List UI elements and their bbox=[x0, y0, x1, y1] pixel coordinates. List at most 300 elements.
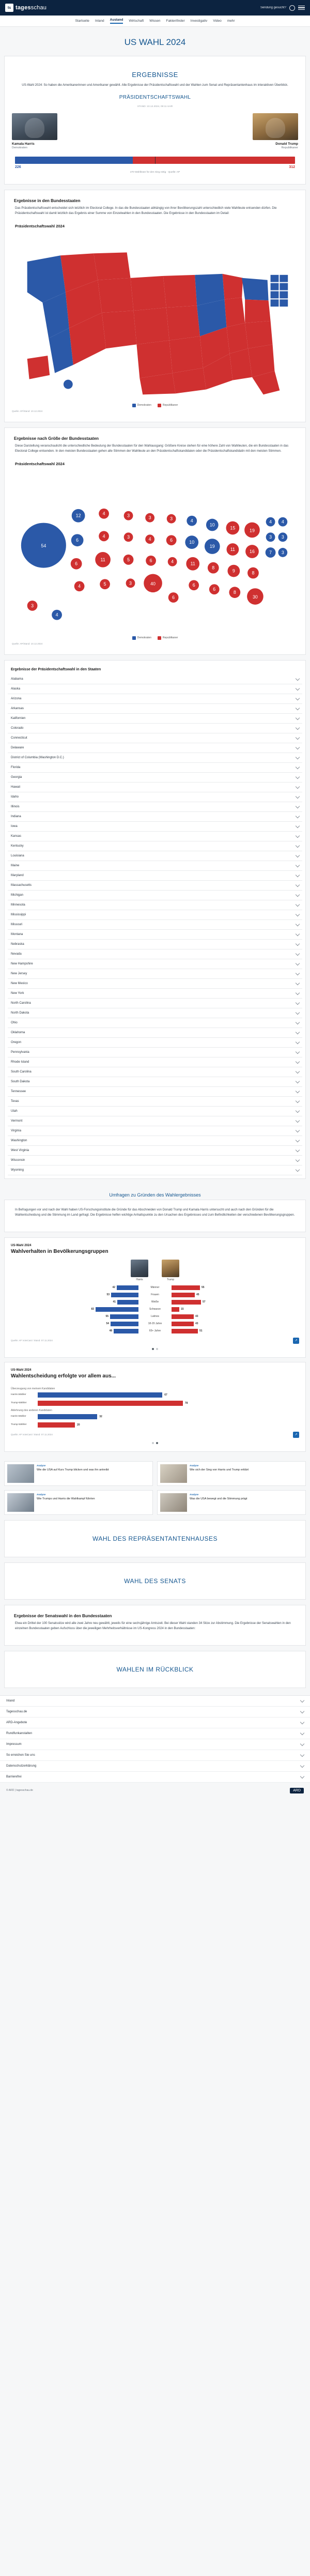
senate-election-banner[interactable]: WAHL DES SENATS bbox=[4, 1562, 306, 1600]
presidential-timestamp: STAND: 10.12.2024, 09:11 UHR bbox=[137, 105, 173, 108]
chevron-down-icon bbox=[296, 922, 300, 926]
poll1-kicker: US-Wahl 2024 bbox=[11, 1244, 32, 1247]
teaser-image bbox=[160, 1493, 187, 1512]
logo-mark-icon bbox=[5, 4, 13, 12]
poll1-harris bbox=[131, 1260, 148, 1281]
state-name: Michigan bbox=[11, 893, 24, 897]
poll1-row bbox=[11, 1329, 299, 1333]
poll1-right bbox=[172, 1293, 299, 1297]
state-accordion-item[interactable] bbox=[8, 920, 302, 930]
state-accordion-item[interactable] bbox=[8, 1107, 302, 1116]
state-accordion-item[interactable] bbox=[8, 861, 302, 871]
poll2-group2-bars bbox=[11, 1412, 299, 1428]
logo-text bbox=[16, 5, 47, 11]
map2-legend bbox=[12, 633, 298, 640]
svg-text:10: 10 bbox=[189, 539, 195, 545]
teaser-title: Wie die USA auf Kurs Trump blicken und was ihn antreibt bbox=[37, 1468, 109, 1471]
poll2-group2-label: Ablehnung des anderen Kandidaten bbox=[11, 1408, 52, 1412]
results-card bbox=[4, 56, 306, 185]
chevron-down-icon bbox=[300, 1763, 304, 1767]
poll1-row bbox=[11, 1307, 299, 1312]
surveys-heading: Umfragen zu Gründen des Wahlergebnisses bbox=[109, 1192, 201, 1198]
chevron-down-icon bbox=[296, 706, 300, 710]
chevron-down-icon bbox=[296, 1030, 300, 1034]
candidate-harris-party: Demokraten bbox=[12, 146, 27, 149]
chevron-down-icon bbox=[296, 784, 300, 788]
teaser-kicker: Analyse bbox=[37, 1464, 46, 1467]
poll2-value: 67 bbox=[164, 1393, 167, 1397]
poll1-candidate-photos bbox=[11, 1260, 299, 1284]
legend-democrats-2: Demokraten bbox=[132, 636, 151, 640]
state-accordion-item[interactable] bbox=[8, 851, 302, 861]
poll1-harris-photo bbox=[131, 1260, 148, 1277]
state-accordion-item[interactable] bbox=[8, 979, 302, 989]
state-name: Tennessee bbox=[11, 1090, 26, 1093]
poll2-value: 78 bbox=[184, 1401, 188, 1405]
poll1-left-bar bbox=[96, 1307, 138, 1312]
state-name: Montana bbox=[11, 932, 23, 936]
senate-body: Etwa ein Drittel der 100 Senatssitze wird alle zwei Jahre neu gewählt, jeweils für eine sechsjährige Amtszeit. Bei dieser Wahl standen 34 Sitze zur Abstimmung. Die Ergebnisse der Senatswahlen in den einzelnen Bundesstaaten geben Aufschluss über die jeweiligen Mehrheitsverhältnisse im US-Kongress 2024 in den Bundesstaaten: bbox=[15, 1621, 291, 1630]
state-accordion-item[interactable] bbox=[8, 891, 302, 900]
poll1-left bbox=[11, 1293, 138, 1297]
footer-links bbox=[0, 1695, 310, 1783]
svg-text:12: 12 bbox=[75, 513, 81, 518]
poll1-left bbox=[11, 1285, 138, 1290]
carousel-dot-2[interactable] bbox=[156, 1348, 158, 1350]
legend-republicans-2: Republikaner bbox=[158, 636, 178, 640]
svg-text:11: 11 bbox=[190, 561, 195, 566]
state-name: North Dakota bbox=[11, 1011, 29, 1015]
trump-electors: 312 bbox=[289, 165, 295, 169]
svg-text:19: 19 bbox=[250, 527, 255, 533]
chevron-down-icon bbox=[296, 735, 300, 739]
poll2-row bbox=[11, 1414, 299, 1419]
chevron-down-icon bbox=[296, 725, 300, 729]
poll1-title: Wahlverhalten in Bevölkerungsgruppen bbox=[11, 1248, 109, 1254]
svg-text:5: 5 bbox=[127, 557, 130, 562]
chevron-down-icon bbox=[296, 755, 300, 759]
footer-copyright: © ARD | tagesschau.de bbox=[6, 1789, 33, 1792]
state-name: Kansas bbox=[11, 834, 22, 838]
svg-text:8: 8 bbox=[252, 570, 255, 575]
state-accordion-item[interactable] bbox=[8, 1087, 302, 1097]
poll1-category: Latinos bbox=[150, 1315, 160, 1318]
candidates-divider bbox=[60, 113, 250, 120]
state-accordion-item[interactable] bbox=[8, 1136, 302, 1146]
chevron-down-icon bbox=[296, 1059, 300, 1063]
state-accordion-item[interactable] bbox=[8, 733, 302, 743]
electoral-bar-caption: 270 Wahlleute für den Sieg nötig · Quelle: AP bbox=[130, 171, 180, 174]
teaser-body bbox=[190, 1493, 303, 1512]
chevron-down-icon bbox=[296, 1000, 300, 1004]
candidate-harris bbox=[12, 113, 57, 149]
poll1-left-value: 41 bbox=[113, 1300, 116, 1304]
state-accordion-item[interactable] bbox=[8, 802, 302, 812]
harris-electors: 226 bbox=[15, 165, 21, 169]
poll2-value: 20 bbox=[77, 1423, 80, 1427]
map2-heading: Ergebnisse nach Größe der Bundesstaaten bbox=[14, 436, 99, 441]
svg-text:4: 4 bbox=[281, 519, 284, 525]
chevron-down-icon bbox=[296, 863, 300, 867]
poll2-footer bbox=[11, 1428, 299, 1438]
poll2-title: Wahlentscheidung erfolgte vor allem aus... bbox=[11, 1373, 116, 1379]
svg-text:11: 11 bbox=[100, 557, 105, 562]
poll1-left bbox=[11, 1329, 138, 1333]
nav-item-wissen[interactable]: Wissen bbox=[149, 19, 161, 23]
teaser-card[interactable] bbox=[157, 1490, 306, 1515]
svg-text:19: 19 bbox=[209, 543, 215, 549]
chevron-down-icon bbox=[296, 1069, 300, 1073]
us-choropleth-map[interactable] bbox=[12, 230, 298, 401]
poll2-label: Harris-Wähler bbox=[11, 1415, 26, 1418]
state-accordion-item[interactable] bbox=[8, 881, 302, 891]
chevron-down-icon bbox=[300, 1698, 304, 1702]
state-accordion-item[interactable] bbox=[8, 989, 302, 999]
candidate-harris-photo bbox=[12, 113, 57, 140]
state-accordion-item[interactable] bbox=[8, 674, 302, 684]
poll1-carousel-dots bbox=[11, 1344, 299, 1350]
footer-link-label: ARD-Angebote bbox=[6, 1721, 27, 1724]
teaser-title: Wie sich der Sieg von Harris und Trump erklärt bbox=[190, 1468, 249, 1471]
poll1-right bbox=[172, 1329, 299, 1333]
poll1-row bbox=[11, 1300, 299, 1305]
candidate-trump-name: Donald Trump bbox=[275, 142, 298, 146]
poll2-label: Trump-Wähler bbox=[11, 1423, 27, 1426]
state-name: Colorado bbox=[11, 726, 24, 730]
state-name: Arizona bbox=[11, 697, 22, 700]
state-name: Missouri bbox=[11, 923, 23, 926]
state-name: Alaska bbox=[11, 687, 21, 691]
brand-sub: schau bbox=[30, 5, 47, 11]
poll1-right-value: 57 bbox=[203, 1300, 206, 1304]
state-name: Nevada bbox=[11, 952, 22, 956]
state-name: Maine bbox=[11, 864, 20, 867]
us-bubble-map[interactable] bbox=[12, 468, 298, 633]
site-logo[interactable] bbox=[5, 4, 47, 12]
map1-legend bbox=[12, 401, 298, 407]
state-accordion-item[interactable] bbox=[8, 1116, 302, 1126]
nav-item-ausland[interactable]: Ausland bbox=[110, 18, 123, 24]
nav-item-investigativ[interactable]: Investigativ bbox=[190, 19, 208, 23]
svg-text:4: 4 bbox=[269, 519, 272, 525]
svg-text:3: 3 bbox=[281, 534, 284, 540]
state-name: West Virginia bbox=[11, 1148, 29, 1152]
state-accordion-item[interactable] bbox=[8, 1077, 302, 1087]
state-accordion-item[interactable] bbox=[8, 1038, 302, 1048]
poll1-row bbox=[11, 1314, 299, 1319]
poll1-right-bar bbox=[172, 1322, 194, 1326]
footer-link[interactable] bbox=[0, 1750, 310, 1761]
svg-text:15: 15 bbox=[230, 525, 236, 530]
hamburger-menu-icon[interactable] bbox=[298, 6, 305, 10]
candidate-trump-photo bbox=[253, 113, 298, 140]
state-name: Illinois bbox=[11, 805, 20, 808]
carousel2-dot-1[interactable] bbox=[152, 1442, 154, 1444]
teaser-body bbox=[190, 1464, 303, 1483]
state-name: Oregon bbox=[11, 1040, 22, 1044]
svg-text:4: 4 bbox=[102, 533, 105, 539]
state-name: Iowa bbox=[11, 824, 18, 828]
poll1-right-value: 45 bbox=[196, 1293, 199, 1296]
teaser-body bbox=[37, 1464, 150, 1483]
search-icon[interactable] bbox=[289, 5, 295, 11]
chevron-down-icon bbox=[300, 1774, 304, 1778]
svg-text:3: 3 bbox=[127, 534, 130, 540]
state-name: Kentucky bbox=[11, 844, 24, 848]
footer-link[interactable] bbox=[0, 1696, 310, 1707]
poll1-left-value: 83 bbox=[91, 1308, 94, 1311]
chevron-down-icon bbox=[296, 804, 300, 808]
state-accordion-item[interactable] bbox=[8, 763, 302, 773]
state-name: Wyoming bbox=[11, 1168, 24, 1172]
state-accordion-item[interactable] bbox=[8, 832, 302, 841]
state-accordion-item[interactable] bbox=[8, 694, 302, 704]
teaser-card[interactable] bbox=[4, 1490, 153, 1515]
poll1-bars bbox=[11, 1284, 299, 1333]
map1-body: Das Präsidentschaftswahl entscheidet sich letztlich im Electoral College. In das die Bundesstaaten abhängig von ihrer Bevölkerungszahl unterschiedlich viele Wahlleute entsenden dürfen. Die Präsidentschaftswahl ist damit letztlich das Ergebnis einer Summe von Einzelwahlen in den Bundesstaaten. Die Ergebnisse in den Bundesstaaten im Detail: bbox=[15, 206, 277, 215]
carousel2-dot-2[interactable] bbox=[156, 1442, 158, 1444]
teaser-card[interactable] bbox=[4, 1461, 153, 1486]
svg-text:7: 7 bbox=[269, 549, 272, 555]
state-accordion-item[interactable] bbox=[8, 999, 302, 1008]
footer-link[interactable] bbox=[0, 1739, 310, 1750]
poll1-left-value: 54 bbox=[106, 1322, 109, 1325]
map2-title: Präsidentschaftswahl 2024 bbox=[15, 461, 65, 466]
svg-text:10: 10 bbox=[209, 522, 215, 528]
poll1-right bbox=[172, 1300, 299, 1305]
state-accordion-item[interactable] bbox=[8, 773, 302, 783]
state-name: Connecticut bbox=[11, 736, 27, 740]
poll2-bar bbox=[38, 1422, 75, 1428]
state-accordion-item[interactable] bbox=[8, 1048, 302, 1057]
chevron-down-icon bbox=[296, 823, 300, 827]
electoral-vote-bar bbox=[15, 157, 295, 164]
state-accordion-item[interactable] bbox=[8, 714, 302, 724]
poll1-left-value: 48 bbox=[109, 1329, 112, 1332]
electoral-vote-numbers bbox=[15, 164, 295, 169]
state-accordion-item[interactable] bbox=[8, 1067, 302, 1077]
chevron-down-icon bbox=[296, 961, 300, 965]
svg-text:3: 3 bbox=[269, 534, 272, 540]
state-accordion-item[interactable] bbox=[8, 1146, 302, 1156]
house-election-banner[interactable]: WAHL DES REPRÄSENTANTENHAUSES bbox=[4, 1520, 306, 1557]
poll2-group1-bars bbox=[11, 1390, 299, 1406]
state-name: Wisconsin bbox=[11, 1158, 25, 1162]
nav-item-mehr[interactable]: mehr bbox=[227, 19, 235, 23]
state-name: South Carolina bbox=[11, 1070, 32, 1074]
svg-text:16: 16 bbox=[250, 548, 255, 554]
footer-link[interactable] bbox=[0, 1772, 310, 1783]
poll1-left bbox=[11, 1300, 138, 1305]
poll1-right-bar bbox=[172, 1300, 201, 1305]
state-accordion-item[interactable] bbox=[8, 949, 302, 959]
footer-link[interactable] bbox=[0, 1761, 310, 1772]
poll1-left-value: 53 bbox=[106, 1293, 110, 1296]
chevron-down-icon bbox=[296, 843, 300, 847]
state-accordion-item[interactable] bbox=[8, 959, 302, 969]
poll1-right-value: 55 bbox=[202, 1286, 205, 1289]
state-accordion-item[interactable] bbox=[8, 1166, 302, 1175]
poll2-row bbox=[11, 1422, 299, 1428]
footer-link[interactable] bbox=[0, 1728, 310, 1739]
poll1-trump-photo bbox=[162, 1260, 179, 1277]
state-name: Minnesota bbox=[11, 903, 25, 907]
state-accordion-item[interactable] bbox=[8, 822, 302, 832]
chevron-down-icon bbox=[296, 1049, 300, 1053]
poll1-right-value: 43 bbox=[195, 1315, 198, 1318]
teaser-grid bbox=[0, 1456, 310, 1520]
poll2-row bbox=[11, 1401, 299, 1406]
footer-link-label: Inland bbox=[6, 1699, 15, 1703]
state-name: Louisiana bbox=[11, 854, 24, 857]
chevron-down-icon bbox=[296, 1088, 300, 1093]
footer-link[interactable] bbox=[0, 1707, 310, 1718]
footer-copyright-row bbox=[6, 1788, 304, 1793]
state-accordion-item[interactable] bbox=[8, 940, 302, 949]
poll1-left-value: 55 bbox=[105, 1315, 109, 1318]
election-review-banner[interactable]: WAHLEN IM RÜCKBLICK bbox=[4, 1651, 306, 1688]
poll2-source: Quelle: AP VoteCast / Stand: 07.11.2024 bbox=[11, 1433, 53, 1436]
state-name: Delaware bbox=[11, 746, 24, 749]
svg-text:4: 4 bbox=[148, 536, 151, 542]
poll1-footer bbox=[11, 1333, 299, 1344]
state-accordion-item[interactable] bbox=[8, 1057, 302, 1067]
state-accordion-item[interactable] bbox=[8, 841, 302, 851]
poll1-category: 18-29 Jahre bbox=[148, 1322, 162, 1325]
state-accordion-item[interactable] bbox=[8, 812, 302, 822]
poll1-right-bar bbox=[172, 1314, 194, 1319]
poll1-left bbox=[11, 1307, 138, 1312]
teaser-image bbox=[7, 1493, 34, 1512]
state-accordion-item[interactable] bbox=[8, 753, 302, 763]
nav-item-video[interactable]: Video bbox=[213, 19, 222, 23]
state-accordion-item[interactable] bbox=[8, 1018, 302, 1028]
state-accordion-item[interactable] bbox=[8, 871, 302, 881]
chevron-down-icon bbox=[296, 794, 300, 798]
bubble-map-card bbox=[4, 427, 306, 655]
state-accordion-item[interactable] bbox=[8, 724, 302, 733]
map1-source: Quelle: AP/Stand: 10.12.2024 bbox=[12, 409, 43, 412]
chevron-down-icon bbox=[296, 696, 300, 700]
svg-text:6: 6 bbox=[213, 586, 216, 592]
poll1-row bbox=[11, 1285, 299, 1290]
state-accordion-item[interactable] bbox=[8, 704, 302, 714]
chevron-down-icon bbox=[296, 853, 300, 857]
footer-link-label: Barrierefrei bbox=[6, 1775, 22, 1778]
states-accordion-card bbox=[4, 660, 306, 1179]
poll1-trump-name: Trump bbox=[166, 1278, 175, 1281]
poll1-right-value: 51 bbox=[199, 1329, 203, 1332]
state-accordion-item[interactable] bbox=[8, 900, 302, 910]
poll1-right-bar bbox=[172, 1293, 195, 1297]
chevron-down-icon bbox=[296, 1157, 300, 1161]
svg-text:6: 6 bbox=[170, 537, 173, 543]
state-name: South Dakota bbox=[11, 1080, 30, 1083]
poll1-right-bar bbox=[172, 1285, 200, 1290]
svg-text:4: 4 bbox=[190, 518, 193, 524]
candidate-trump-party: Republikaner bbox=[281, 146, 298, 149]
chevron-down-icon bbox=[296, 1108, 300, 1112]
poll1-category: Schwarze bbox=[149, 1308, 161, 1311]
chevron-down-icon bbox=[300, 1720, 304, 1724]
legend-democrats: Demokraten bbox=[132, 404, 151, 407]
poll-card-decision-reason bbox=[4, 1362, 306, 1452]
state-name: Mississippi bbox=[11, 913, 26, 916]
state-name: Washington bbox=[11, 1139, 27, 1142]
poll1-right-value: 43 bbox=[195, 1322, 198, 1325]
poll1-category: Weiße bbox=[151, 1300, 159, 1304]
state-name: Vermont bbox=[11, 1119, 23, 1123]
svg-text:3: 3 bbox=[31, 603, 34, 608]
state-name: New York bbox=[11, 991, 24, 995]
chevron-down-icon bbox=[296, 1167, 300, 1171]
map2-body: Diese Darstellung veranschaulicht die unterschiedliche Bedeutung der Bundesstaaten für den Wahlausgang: Größere Kreise stehen für eine höhere Zahl von Wahlleuten, die ein Bundesstaaten in das Electoral College entsenden. In den meisten Bundesstaaten gehen alle Stimmen der Wahlleute an den Präsidentschaftskandidaten oder die Präsidentschaftskandidatin mit den meisten Stimmen. bbox=[15, 444, 289, 453]
chevron-down-icon bbox=[296, 676, 300, 680]
senate-heading: Ergebnisse der Senatswahl in den Bundesstaaten bbox=[14, 1613, 112, 1618]
svg-text:3: 3 bbox=[129, 580, 132, 586]
teaser-image bbox=[160, 1464, 187, 1483]
poll1-right bbox=[172, 1307, 299, 1312]
share-icon[interactable]: ↗ bbox=[293, 1338, 299, 1344]
carousel-dot-1[interactable] bbox=[152, 1348, 154, 1350]
nav-item-startseite[interactable]: Startseite bbox=[75, 19, 89, 23]
state-accordion-item[interactable] bbox=[8, 1008, 302, 1018]
share-icon-2[interactable]: ↗ bbox=[293, 1432, 299, 1438]
state-name: Georgia bbox=[11, 775, 22, 779]
chevron-down-icon bbox=[300, 1741, 304, 1745]
state-accordion-item[interactable] bbox=[8, 783, 302, 792]
nav-item-faktenfinder[interactable]: Faktenfinder bbox=[166, 19, 185, 23]
teaser-image bbox=[7, 1464, 34, 1483]
poll-card-voting-groups bbox=[4, 1237, 306, 1358]
chevron-down-icon bbox=[296, 1138, 300, 1142]
state-accordion-item[interactable] bbox=[8, 910, 302, 920]
page-title: US WAHL 2024 bbox=[0, 27, 310, 56]
poll1-left-value: 42 bbox=[112, 1286, 115, 1289]
poll1-source: Quelle: AP VoteCast / Stand: 07.11.2024 bbox=[11, 1339, 53, 1342]
state-accordion-item[interactable] bbox=[8, 969, 302, 979]
svg-text:11: 11 bbox=[230, 546, 235, 552]
chevron-down-icon bbox=[296, 764, 300, 769]
state-name: Massachusetts bbox=[11, 883, 32, 887]
footer-link[interactable] bbox=[0, 1718, 310, 1728]
teaser-card[interactable] bbox=[157, 1461, 306, 1486]
state-accordion-item[interactable] bbox=[8, 743, 302, 753]
state-accordion-item[interactable] bbox=[8, 1126, 302, 1136]
chevron-down-icon bbox=[296, 1098, 300, 1102]
chevron-down-icon bbox=[296, 1128, 300, 1132]
nav-item-wirtschaft[interactable]: Wirtschaft bbox=[129, 19, 144, 23]
state-accordion-item[interactable] bbox=[8, 930, 302, 940]
state-accordion-item[interactable] bbox=[8, 792, 302, 802]
poll1-left-bar bbox=[117, 1285, 138, 1290]
poll2-group1-label: Überzeugung von meinem Kandidaten bbox=[11, 1387, 55, 1390]
chevron-down-icon bbox=[296, 951, 300, 955]
state-name: Florida bbox=[11, 765, 21, 769]
state-name: New Jersey bbox=[11, 972, 27, 975]
poll2-carousel-dots bbox=[11, 1438, 299, 1444]
nav-item-inland[interactable]: Inland bbox=[95, 19, 104, 23]
state-accordion-item[interactable] bbox=[8, 1028, 302, 1038]
presidential-heading: PRÄSIDENTSCHAFTSWAHL bbox=[119, 94, 191, 100]
state-accordion-item[interactable] bbox=[8, 1097, 302, 1107]
state-name: North Carolina bbox=[11, 1001, 31, 1005]
state-accordion-item[interactable] bbox=[8, 684, 302, 694]
svg-text:4: 4 bbox=[102, 511, 105, 516]
state-accordion-item[interactable] bbox=[8, 1156, 302, 1166]
chevron-down-icon bbox=[300, 1752, 304, 1756]
poll1-left-bar bbox=[110, 1314, 138, 1319]
